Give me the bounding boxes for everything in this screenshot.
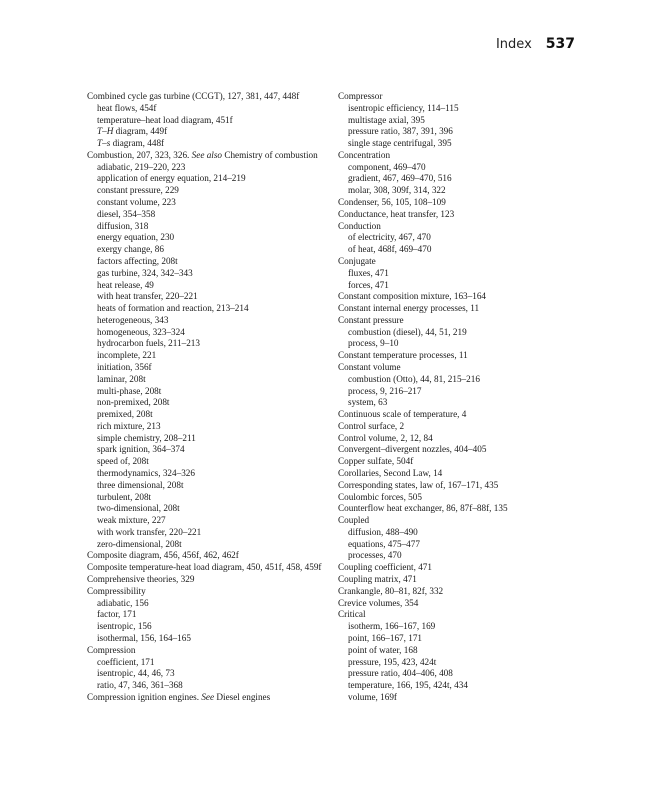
index-entry: Corollaries, Second Law, 14 (338, 468, 443, 478)
index-subentry: forces, 471 (348, 279, 389, 290)
index-subentry: point of water, 168 (348, 644, 418, 655)
index-subentry: volume, 169f (348, 691, 397, 702)
index-subentry: weak mixture, 227 (97, 515, 166, 526)
index-entry: Copper sulfate, 504f (338, 456, 414, 467)
index-subentry: component, 469–470 (348, 161, 426, 172)
index-entry: Conduction (338, 220, 381, 231)
index-subentry: isotherm, 166–167, 169 (348, 621, 436, 632)
index-subentry: gas turbine, 324, 342–343 (97, 267, 193, 278)
index-entry: Continuous scale of temperature, 4 (338, 409, 467, 420)
index-subentry: exergy change, 86 (97, 244, 164, 255)
page-number: 537 (545, 36, 575, 52)
index-subentry: three dimensional, 208t (97, 479, 184, 490)
index-subentry: factor, 171 (97, 609, 137, 620)
index-entry: Counterflow heat exchanger, 86, 87f–88f, 135 (338, 503, 508, 514)
index-subentry: heat flows, 454f (97, 102, 157, 113)
index-subentry: of heat, 468f, 469–470 (348, 244, 432, 255)
index-entry: Constant internal energy processes, 11 (338, 303, 480, 314)
index-subentry: factors affecting, 208t (97, 255, 178, 266)
index-entry: Coupling matrix, 471 (338, 574, 417, 585)
index-subentry: ratio, 47, 346, 361–368 (97, 680, 183, 691)
index-subentry: of electricity, 467, 470 (348, 232, 431, 243)
index-subentry: isothermal, 156, 164–165 (97, 632, 191, 643)
index-subentry: heat release, 49 (97, 279, 154, 290)
index-subentry: isentropic, 156 (97, 621, 152, 632)
index-subentry: hydrocarbon fuels, 211–213 (97, 338, 200, 349)
index-entry: Coulombic forces, 505 (338, 491, 422, 502)
index-subentry: simple chemistry, 208–211 (97, 432, 196, 443)
index-subentry: incomplete, 221 (97, 350, 157, 361)
index-column-right (338, 91, 588, 704)
index-subentry: processes, 470 (348, 550, 402, 561)
index-subentry: homogeneous, 323–324 (97, 326, 185, 337)
index-entry: Control volume, 2, 12, 84 (338, 432, 433, 443)
index-subentry: coefficient, 171 (97, 656, 155, 667)
index-entry: Conjugate (338, 255, 376, 266)
index-entry: Combustion, 207, 323, 326. See also Chemistry of combustion (87, 149, 318, 160)
index-subentry: gradient, 467, 469–470, 516 (348, 173, 452, 184)
index-entry: Convergent–divergent nozzles, 404–405 (338, 444, 487, 455)
index-entry: Constant composition mixture, 163–164 (338, 291, 487, 302)
index-subentry: equations, 475–477 (348, 538, 420, 549)
index-subentry: diffusion, 318 (97, 220, 149, 231)
index-subentry: fluxes, 471 (348, 267, 389, 278)
index-subentry: energy equation, 230 (97, 232, 175, 243)
index-entry: Constant temperature processes, 11 (338, 350, 468, 361)
index-subentry: adiabatic, 219–220, 223 (97, 161, 186, 172)
index-subentry: combustion (Otto), 44, 81, 215–216 (348, 373, 480, 384)
index-subentry: diffusion, 488–490 (348, 526, 418, 537)
index-subentry: turbulent, 208t (97, 491, 152, 502)
index-subentry: temperature–heat load diagram, 451f (97, 114, 233, 125)
index-subentry: process, 9–10 (348, 338, 399, 349)
index-entry: Composite temperature-heat load diagram, 450, 451f, 458, 459f (87, 562, 322, 573)
index-entry: Compressor (338, 91, 383, 101)
index-subentry: T–H diagram, 449f (97, 126, 168, 137)
index-entry: Corresponding states, law of, 167–171, 435 (338, 479, 499, 490)
index-entry: Composite diagram, 456, 456f, 462, 462f (87, 550, 239, 561)
index-subentry: spark ignition, 364–374 (97, 444, 185, 455)
index-subentry: with heat transfer, 220–221 (97, 291, 198, 302)
index-subentry: isentropic, 44, 46, 73 (97, 668, 175, 679)
index-entry: Critical (338, 609, 366, 620)
index-subentry: multistage axial, 395 (348, 114, 425, 125)
index-column-left (87, 91, 332, 704)
index-subentry: two-dimensional, 208t (97, 503, 180, 514)
index-subentry: system, 63 (348, 397, 388, 408)
index-subentry: application of energy equation, 214–219 (97, 173, 246, 184)
index-subentry: zero-dimensional, 208t (97, 538, 182, 549)
index-subentry: temperature, 166, 195, 424t, 434 (348, 680, 468, 691)
index-subentry: speed of, 208t (97, 456, 149, 467)
index-entry: Coupled (338, 515, 370, 526)
index-subentry: process, 9, 216–217 (348, 385, 422, 396)
index-subentry: molar, 308, 309f, 314, 322 (348, 185, 446, 196)
index-entry: Combined cycle gas turbine (CCGT), 127, 381, 447, 448f (87, 91, 300, 101)
index-entry: Constant pressure (338, 314, 404, 325)
index-entry: Control surface, 2 (338, 420, 405, 431)
header-label: Index (495, 37, 532, 52)
index-subentry: with work transfer, 220–221 (97, 526, 202, 537)
index-subentry: point, 166–167, 171 (348, 632, 423, 643)
index-subentry: adiabatic, 156 (97, 597, 149, 608)
index-entry: Crankangle, 80–81, 82f, 332 (338, 585, 444, 596)
index-entry: Conductance, heat transfer, 123 (338, 208, 455, 219)
index-subentry: pressure ratio, 404–406, 408 (348, 668, 453, 679)
index-subentry: rich mixture, 213 (97, 420, 161, 431)
index-entry: Comprehensive theories, 329 (87, 574, 195, 585)
index-subentry: combustion (diesel), 44, 51, 219 (348, 326, 467, 337)
index-subentry: premixed, 208t (97, 409, 153, 420)
index-entry: Concentration (338, 149, 391, 160)
index-subentry: pressure, 195, 423, 424t (348, 656, 437, 667)
index-entry: Coupling coefficient, 471 (338, 562, 432, 573)
index-subentry: thermodynamics, 324–326 (97, 468, 195, 478)
index-entry: Crevice volumes, 354 (338, 597, 419, 608)
index-entry: Compression ignition engines. See Diesel engines (87, 691, 271, 702)
running-header (496, 36, 575, 52)
index-entry: Compressibility (87, 585, 146, 596)
index-subentry: laminar, 208t (97, 373, 146, 384)
index-subentry: pressure ratio, 387, 391, 396 (348, 126, 453, 137)
index-subentry: constant volume, 223 (97, 197, 176, 208)
index-subentry: isentropic efficiency, 114–115 (348, 102, 459, 113)
index-subentry: constant pressure, 229 (97, 185, 179, 196)
index-entry: Condenser, 56, 105, 108–109 (338, 197, 446, 208)
index-subentry: non-premixed, 208t (97, 397, 170, 408)
index-subentry: T–s diagram, 448f (97, 138, 165, 149)
index-subentry: heats of formation and reaction, 213–214 (97, 303, 249, 314)
index-subentry: heterogeneous, 343 (97, 314, 169, 325)
index-entry: Compression (87, 644, 136, 655)
index-subentry: initiation, 356f (97, 361, 152, 372)
index-subentry: single stage centrifugal, 395 (348, 138, 452, 149)
index-subentry: multi-phase, 208t (97, 385, 162, 396)
index-subentry: diesel, 354–358 (97, 208, 156, 219)
index-entry: Constant volume (338, 361, 401, 372)
